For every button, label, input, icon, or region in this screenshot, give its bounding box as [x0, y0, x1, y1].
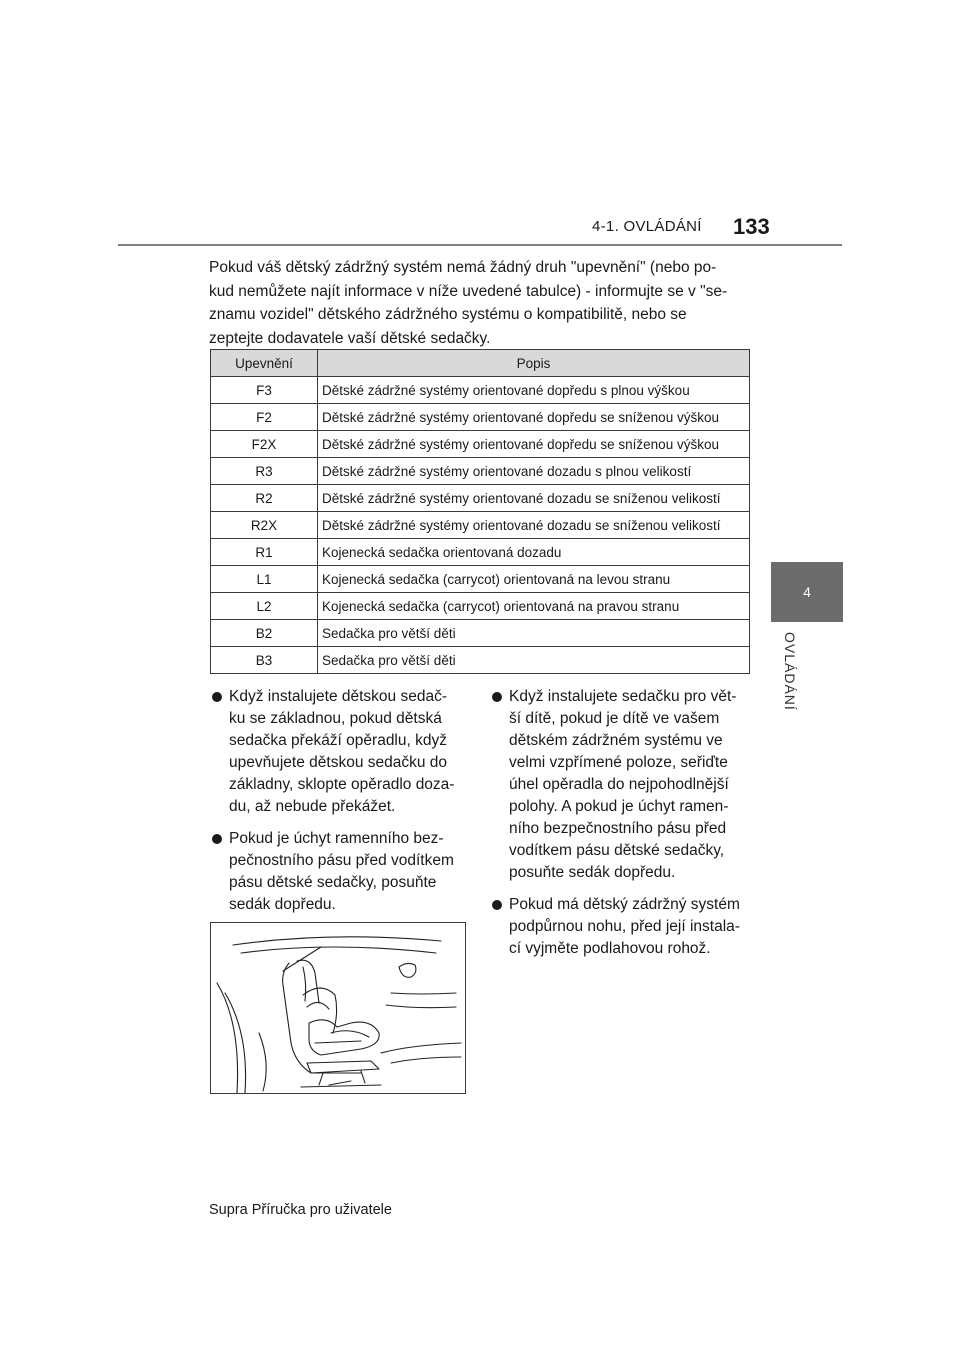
- bullet-line: ší dítě, pokud je dítě ve vašem: [509, 710, 720, 727]
- intro-line: Pokud váš dětský zádržný systém nemá žádný druh "upevnění" (nebo po-: [209, 259, 717, 276]
- fixation-code-cell: F3: [211, 377, 318, 404]
- fixation-code-cell: L1: [211, 566, 318, 593]
- fixation-code-cell: B3: [211, 647, 318, 674]
- table-row: [211, 593, 750, 620]
- intro-line: znamu vozidel" dětského zádržného systému o kompatibilitě, nebo se: [209, 306, 687, 323]
- table-row: [211, 512, 750, 539]
- chapter-tab: [771, 562, 843, 622]
- table-row: [211, 431, 750, 458]
- table-header-row: [211, 350, 750, 377]
- bullet-line: du, až nebude překážet.: [229, 798, 396, 815]
- fixation-code-cell: B2: [211, 620, 318, 647]
- table-row: [211, 404, 750, 431]
- header-rule: [118, 244, 842, 246]
- table-row: [211, 377, 750, 404]
- description-cell: Dětské zádržné systémy orientované dozadu se sníženou velikostí: [318, 485, 750, 512]
- fixation-code-cell: R1: [211, 539, 318, 566]
- bullet-line: úhel opěradla do nejpohodlnější: [509, 776, 729, 793]
- bullet-dot-icon: [212, 834, 222, 844]
- bullet-item: [490, 686, 755, 884]
- description-cell: Sedačka pro větší děti: [318, 647, 750, 674]
- column-header-description: Popis: [318, 350, 750, 377]
- table-row: [211, 566, 750, 593]
- fixation-code-cell: L2: [211, 593, 318, 620]
- bullet-line: pásu dětské sedačky, posuňte: [229, 874, 437, 891]
- bullet-line: základny, sklopte opěradlo doza-: [229, 776, 455, 793]
- table-row: [211, 539, 750, 566]
- description-cell: Dětské zádržné systémy orientované dozadu s plnou velikostí: [318, 458, 750, 485]
- bullet-line: vodítkem pásu dětské sedačky,: [509, 842, 725, 859]
- column-header-fixation: Upevnění: [211, 350, 318, 377]
- footer-text: Supra Příručka pro uživatele: [209, 1202, 392, 1218]
- bullet-line: polohy. A pokud je úchyt ramen-: [509, 798, 729, 815]
- right-column: [490, 686, 755, 970]
- bullet-dot-icon: [492, 692, 502, 702]
- table-row: [211, 620, 750, 647]
- bullet-line: velmi vzpřímené poloze, seřiďte: [509, 754, 728, 771]
- child-seat-illustration: [210, 922, 466, 1094]
- bullet-line: ního bezpečnostního pásu před: [509, 820, 727, 837]
- fixation-code-cell: R2: [211, 485, 318, 512]
- bullet-line: posuňte sedák dopředu.: [509, 864, 676, 881]
- bullet-item: [210, 686, 475, 818]
- table-row: [211, 647, 750, 674]
- bullet-dot-icon: [492, 900, 502, 910]
- bullet-line: Když instalujete sedačku pro vět-: [509, 688, 737, 705]
- description-cell: Sedačka pro větší děti: [318, 620, 750, 647]
- bullet-item: [210, 828, 475, 916]
- description-cell: Dětské zádržné systémy orientované dopředu se sníženou výškou: [318, 404, 750, 431]
- fixation-code-cell: R2X: [211, 512, 318, 539]
- description-cell: Kojenecká sedačka orientovaná dozadu: [318, 539, 750, 566]
- description-cell: Dětské zádržné systémy orientované dozadu se sníženou velikostí: [318, 512, 750, 539]
- bullet-line: sedák dopředu.: [229, 896, 336, 913]
- intro-line: kud nemůžete najít informace v níže uvedené tabulce) - informujte se v "se-: [209, 282, 728, 300]
- description-cell: Dětské zádržné systémy orientované dopředu se sníženou výškou: [318, 431, 750, 458]
- intro-paragraph: [209, 256, 749, 350]
- bullet-line: cí vyjměte podlahovou rohož.: [509, 940, 711, 957]
- bullet-item: [490, 894, 755, 960]
- bullet-dot-icon: [212, 692, 222, 702]
- bullet-line: upevňujete dětskou sedačku do: [229, 754, 448, 771]
- fixation-code-cell: F2: [211, 404, 318, 431]
- description-cell: Kojenecká sedačka (carrycot) orientovaná na levou stranu: [318, 566, 750, 593]
- bullet-line: Pokud má dětský zádržný systém: [509, 896, 740, 913]
- description-cell: Dětské zádržné systémy orientované dopředu s plnou výškou: [318, 377, 750, 404]
- bullet-line: Když instalujete dětskou sedač-: [229, 688, 447, 705]
- left-column: [210, 686, 475, 926]
- section-title: 4-1. OVLÁDÁNÍ: [592, 218, 702, 235]
- bullet-line: ku se základnou, pokud dětská: [229, 710, 442, 727]
- table-row: [211, 485, 750, 512]
- chapter-side-label: OVLÁDÁNÍ: [782, 632, 798, 711]
- bullet-line: podpůrnou nohu, před její instala-: [509, 918, 740, 935]
- chapter-tab-number: 4: [803, 584, 811, 600]
- bullet-line: pečnostního pásu před vodítkem: [229, 852, 454, 869]
- table-row: [211, 458, 750, 485]
- fixation-code-cell: R3: [211, 458, 318, 485]
- bullet-line: dětském zádržném systému ve: [509, 732, 723, 749]
- bullet-line: sedačka překáží opěradlu, když: [229, 732, 447, 749]
- bullet-line: Pokud je úchyt ramenního bez-: [229, 830, 444, 847]
- fixation-table: [210, 349, 750, 674]
- description-cell: Kojenecká sedačka (carrycot) orientovaná na pravou stranu: [318, 593, 750, 620]
- page-number: 133: [733, 214, 770, 239]
- intro-line: zeptejte dodavatele vaší dětské sedačky.: [209, 329, 491, 347]
- fixation-code-cell: F2X: [211, 431, 318, 458]
- child-seat-drawing: [211, 923, 465, 1093]
